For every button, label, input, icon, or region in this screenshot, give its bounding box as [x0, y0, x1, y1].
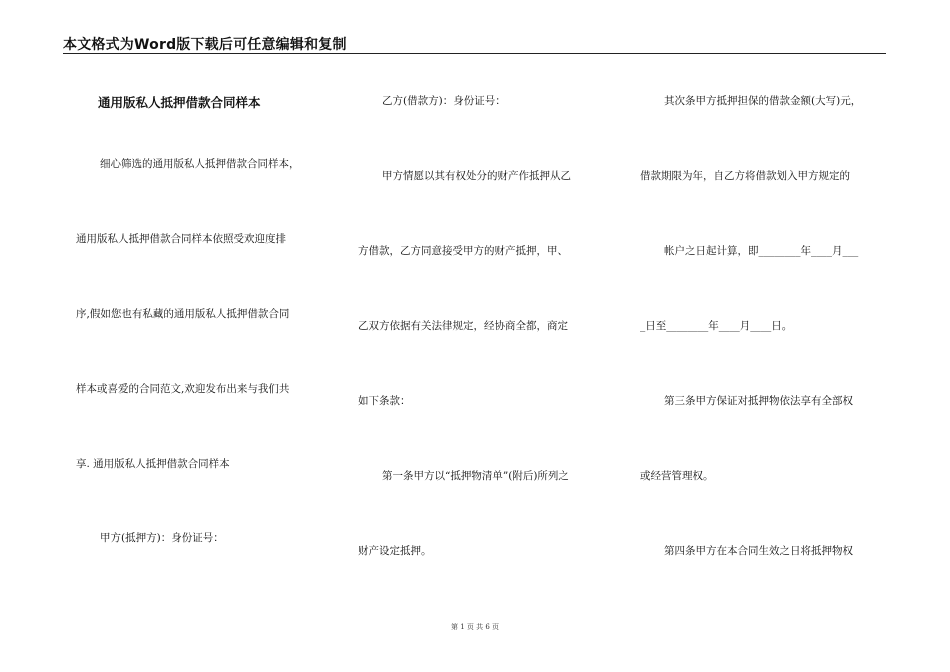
paragraph-line: 甲方情愿以其有权处分的财产作抵押从乙 — [382, 170, 571, 182]
paragraph-line: 第一条甲方以“抵押物清单”(附后)所列之 — [382, 470, 569, 482]
paragraph-line: 其次条甲方抵押担保的借款金额(大写)元， — [664, 95, 862, 107]
paragraph-line: 或经营管理权。 — [640, 470, 714, 482]
paragraph-line: 通用版私人抵押借款合同样本依照受欢迎度排 — [76, 233, 286, 245]
header-divider — [63, 53, 886, 54]
document-title: 通用版私人抵押借款合同样本 — [98, 95, 261, 110]
paragraph-line: 乙方(借款方)：身份证号： — [382, 95, 506, 107]
paragraph-line: 第三条甲方保证对抵押物依法享有全部权 — [664, 395, 853, 407]
paragraph-line: _日至________年____月____日。 — [640, 320, 793, 332]
paragraph-line: 序,假如您也有私藏的通用版私人抵押借款合同 — [76, 308, 290, 320]
document-header: 本文格式为Word版下载后可任意编辑和复制 — [63, 37, 347, 53]
paragraph-line: 财产设定抵押。 — [358, 545, 432, 557]
paragraph-line: 乙双方依据有关法律规定，经协商全都，商定 — [358, 320, 568, 332]
paragraph-line: 细心筛选的通用版私人抵押借款合同样本， — [100, 158, 300, 170]
paragraph-line: 第四条甲方在本合同生效之日将抵押物权 — [664, 545, 853, 557]
page-number: 第 1 页 共 6 页 — [450, 623, 500, 631]
paragraph-line: 帐户之日起计算，即________年____月___ — [664, 245, 859, 257]
paragraph-line: 享. 通用版私人抵押借款合同样本 — [76, 458, 230, 470]
paragraph-line: 方借款，乙方同意接受甲方的财产抵押，甲、 — [358, 245, 568, 257]
paragraph-line: 样本或喜爱的合同范文,欢迎发布出来与我们共 — [76, 383, 290, 395]
paragraph-line: 借款期限为年，自乙方将借款划入甲方规定的 — [640, 170, 850, 182]
paragraph-line: 甲方(抵押方)：身份证号： — [100, 532, 224, 544]
paragraph-line: 如下条款： — [358, 395, 411, 407]
